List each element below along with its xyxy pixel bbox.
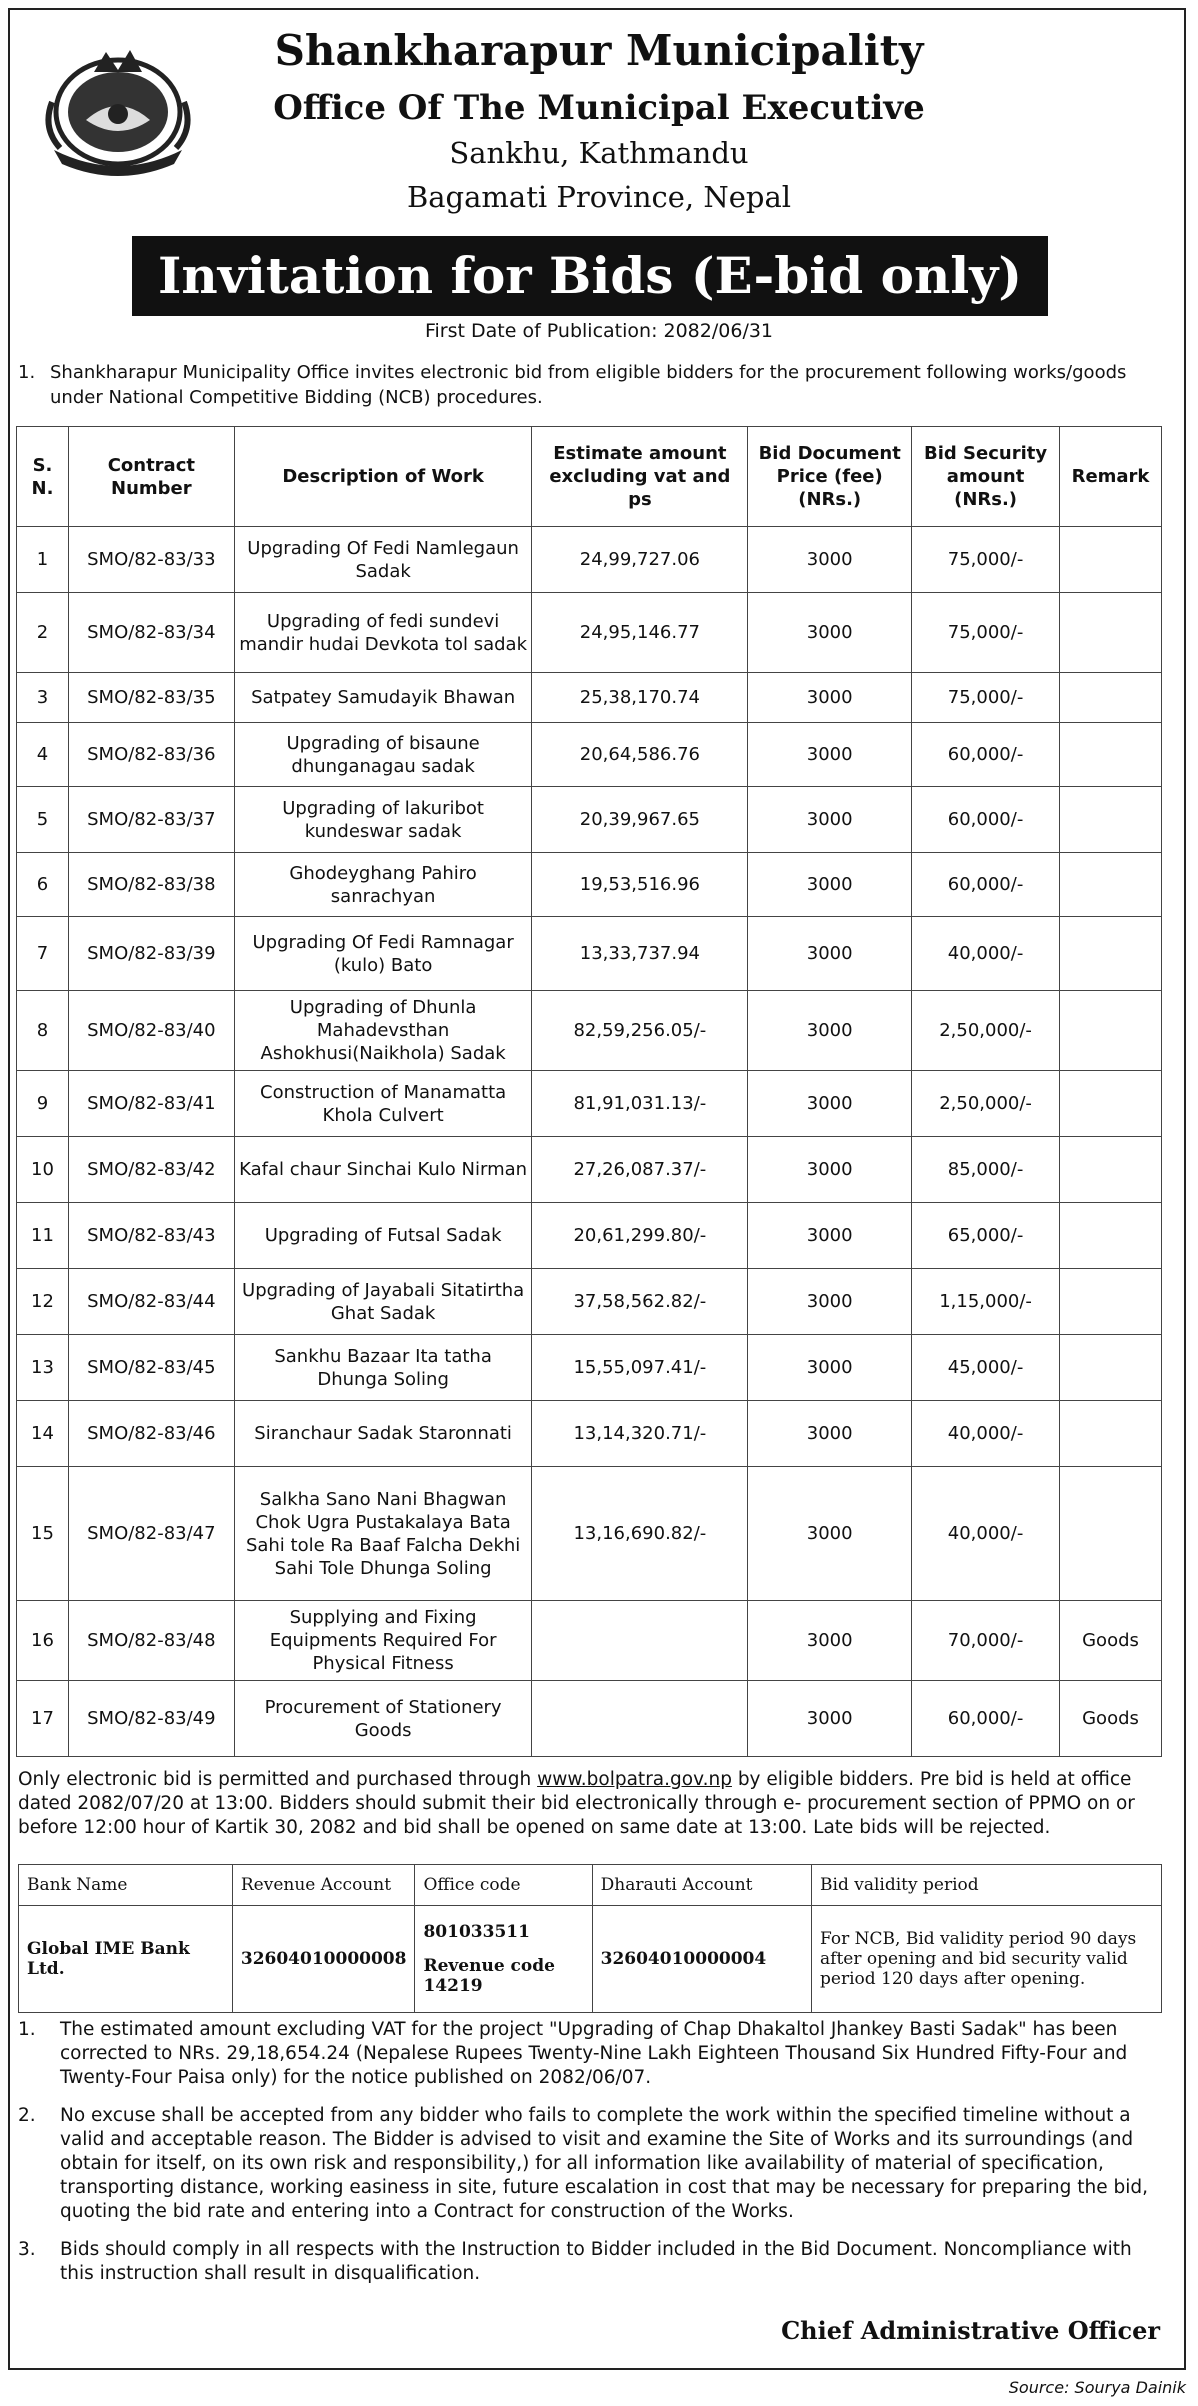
row-estimate: 24,99,727.06: [532, 527, 748, 593]
row-sn: 8: [17, 991, 69, 1071]
row-contract: SMO/82-83/34: [68, 593, 234, 673]
header-estimate: Estimate amount excluding vat and ps: [532, 427, 748, 527]
row-estimate: 81,91,031.13/-: [532, 1071, 748, 1137]
row-remark: [1060, 1335, 1162, 1401]
office-code: 801033511: [423, 1922, 530, 1942]
term-item: [18, 2104, 1166, 2224]
row-security: 60,000/-: [912, 723, 1060, 787]
row-contract: SMO/82-83/46: [68, 1401, 234, 1467]
row-sn: 17: [17, 1681, 69, 1757]
row-sn: 14: [17, 1401, 69, 1467]
table-header-row: [17, 427, 1162, 527]
bank-header-dharauti: Dharauti Account: [592, 1865, 811, 1906]
term-text: No excuse shall be accepted from any bidder who fails to complete the work within the specified timeline without a valid and acceptable reason. The Bidder is advised to visit and examine the Site of Works and its surroundings (and obtain for itself, on its own risk and responsibility,) for all information like availability of material of specification, transporting distance, working easiness in site, future escalation in cost that may be necessary for preparing the bid, quoting the bid rate and entering into a Contract for construction of the Works.: [60, 2105, 1148, 2222]
row-security: 40,000/-: [912, 917, 1060, 991]
row-estimate: 82,59,256.05/-: [532, 991, 748, 1071]
intro-number: 1.: [18, 362, 36, 383]
row-security: 70,000/-: [912, 1601, 1060, 1681]
office-code-cell: [415, 1906, 592, 2013]
row-security: 75,000/-: [912, 593, 1060, 673]
row-contract: SMO/82-83/33: [68, 527, 234, 593]
row-sn: 13: [17, 1335, 69, 1401]
signatory: Chief Administrative Officer: [781, 2316, 1160, 2345]
table-row: [17, 917, 1162, 991]
row-contract: SMO/82-83/44: [68, 1269, 234, 1335]
bids-table: [16, 426, 1162, 1757]
row-estimate: 20,64,586.76: [532, 723, 748, 787]
row-description: Ghodeyghang Pahiro sanrachyan: [234, 853, 532, 917]
row-remark: [1060, 1467, 1162, 1601]
row-contract: SMO/82-83/35: [68, 673, 234, 723]
row-description: Satpatey Samudayik Bhawan: [234, 673, 532, 723]
row-security: 60,000/-: [912, 853, 1060, 917]
source-credit: Source: Sourya Dainik: [1008, 2378, 1186, 2397]
row-fee: 3000: [748, 723, 912, 787]
bank-data-row: [19, 1906, 1162, 2013]
row-sn: 11: [17, 1203, 69, 1269]
address-line-2: Bagamati Province, Nepal: [406, 180, 792, 214]
row-security: 60,000/-: [912, 787, 1060, 853]
submission-note: [18, 1768, 1166, 1840]
bank-header-validity: Bid validity period: [812, 1865, 1162, 1906]
table-row: [17, 1601, 1162, 1681]
row-remark: [1060, 1071, 1162, 1137]
row-sn: 3: [17, 673, 69, 723]
bank-header-revenue: Revenue Account: [232, 1865, 415, 1906]
row-fee: 3000: [748, 1269, 912, 1335]
office-name: Office Of The Municipal Executive: [273, 88, 925, 128]
row-sn: 5: [17, 787, 69, 853]
row-remark: Goods: [1060, 1601, 1162, 1681]
row-description: Siranchaur Sadak Staronnati: [234, 1401, 532, 1467]
row-description: Salkha Sano Nani Bhagwan Chok Ugra Pustakalaya Bata Sahi tole Ra Baaf Falcha Dekhi Sahi Tole Dhunga Soling: [234, 1467, 532, 1601]
row-security: 40,000/-: [912, 1401, 1060, 1467]
bank-header-row: [19, 1865, 1162, 1906]
note-text-after: by eligible bidders. Pre bid is held at office dated 2082/07/20 at 13:00. Bidders should submit their bid electronically through e- procurement section of PPMO on or before 12:00 hour of Kartik 30, 2082 and bid shall be opened on same date at 13:00. Late bids will be rejected.: [18, 1769, 1135, 1838]
row-contract: SMO/82-83/43: [68, 1203, 234, 1269]
row-fee: 3000: [748, 593, 912, 673]
table-row: [17, 1137, 1162, 1203]
term-number: 2.: [18, 2105, 36, 2126]
table-row: [17, 991, 1162, 1071]
header-contract: Contract Number: [68, 427, 234, 527]
row-estimate: 20,39,967.65: [532, 787, 748, 853]
row-security: 75,000/-: [912, 527, 1060, 593]
row-description: Upgrading of Dhunla Mahadevsthan Ashokhusi(Naikhola) Sadak: [234, 991, 532, 1071]
table-row: [17, 1335, 1162, 1401]
intro-paragraph: [18, 360, 1168, 410]
row-sn: 9: [17, 1071, 69, 1137]
row-sn: 6: [17, 853, 69, 917]
revenue-code-label: Revenue code: [423, 1956, 555, 1976]
row-contract: SMO/82-83/39: [68, 917, 234, 991]
row-contract: SMO/82-83/45: [68, 1335, 234, 1401]
row-fee: 3000: [748, 673, 912, 723]
term-text: The estimated amount excluding VAT for the project "Upgrading of Chap Dhakaltol Jhankey Basti Sadak" has been corrected to NRs. 29,18,654.24 (Nepalese Rupees Twenty-Nine Lakh Eighteen Thousand Six Hundred Fifty-Four and Twenty-Four Paisa only) for the notice published on 2082/06/07.: [60, 2019, 1128, 2088]
publication-date: First Date of Publication: 2082/06/31: [424, 320, 774, 342]
intro-text: Shankharapur Municipality Office invites electronic bid from eligible bidders for the procurement following works/goods under National Competitive Bidding (NCB) procedures.: [50, 362, 1127, 408]
bolpatra-link[interactable]: www.bolpatra.gov.np: [537, 1769, 732, 1790]
header-sn: S. N.: [17, 427, 69, 527]
municipality-name: Shankharapur Municipality: [274, 26, 924, 75]
row-estimate: [532, 1601, 748, 1681]
row-remark: [1060, 723, 1162, 787]
row-description: Sankhu Bazaar Ita tatha Dhunga Soling: [234, 1335, 532, 1401]
row-fee: 3000: [748, 1203, 912, 1269]
row-remark: [1060, 1203, 1162, 1269]
row-description: Construction of Manamatta Khola Culvert: [234, 1071, 532, 1137]
row-fee: 3000: [748, 1137, 912, 1203]
row-fee: 3000: [748, 1681, 912, 1757]
header-fee: Bid Document Price (fee) (NRs.): [748, 427, 912, 527]
row-contract: SMO/82-83/49: [68, 1681, 234, 1757]
row-remark: [1060, 593, 1162, 673]
table-row: [17, 723, 1162, 787]
row-security: 65,000/-: [912, 1203, 1060, 1269]
row-remark: [1060, 1401, 1162, 1467]
row-fee: 3000: [748, 1401, 912, 1467]
table-row: [17, 853, 1162, 917]
table-row: [17, 1203, 1162, 1269]
row-security: 1,15,000/-: [912, 1269, 1060, 1335]
row-remark: [1060, 917, 1162, 991]
row-estimate: 20,61,299.80/-: [532, 1203, 748, 1269]
row-fee: 3000: [748, 1467, 912, 1601]
row-security: 2,50,000/-: [912, 991, 1060, 1071]
row-description: Upgrading of Futsal Sadak: [234, 1203, 532, 1269]
row-remark: [1060, 527, 1162, 593]
row-description: Upgrading Of Fedi Namlegaun Sadak: [234, 527, 532, 593]
row-contract: SMO/82-83/42: [68, 1137, 234, 1203]
table-row: [17, 527, 1162, 593]
table-row: [17, 1269, 1162, 1335]
row-description: Upgrading Of Fedi Ramnagar (kulo) Bato: [234, 917, 532, 991]
header-description: Description of Work: [234, 427, 532, 527]
row-remark: [1060, 1269, 1162, 1335]
row-sn: 12: [17, 1269, 69, 1335]
row-description: Kafal chaur Sinchai Kulo Nirman: [234, 1137, 532, 1203]
row-estimate: 27,26,087.37/-: [532, 1137, 748, 1203]
table-row: [17, 673, 1162, 723]
notice-title: Invitation for Bids (E-bid only): [132, 236, 1048, 316]
row-security: 2,50,000/-: [912, 1071, 1060, 1137]
term-item: [18, 2018, 1166, 2090]
table-row: [17, 1071, 1162, 1137]
row-contract: SMO/82-83/48: [68, 1601, 234, 1681]
header-security: Bid Security amount (NRs.): [912, 427, 1060, 527]
table-row: [17, 1467, 1162, 1601]
row-fee: 3000: [748, 917, 912, 991]
row-security: 85,000/-: [912, 1137, 1060, 1203]
row-remark: [1060, 673, 1162, 723]
row-contract: SMO/82-83/41: [68, 1071, 234, 1137]
row-fee: 3000: [748, 1071, 912, 1137]
table-row: [17, 787, 1162, 853]
row-sn: 4: [17, 723, 69, 787]
row-estimate: [532, 1681, 748, 1757]
row-sn: 2: [17, 593, 69, 673]
term-number: 1.: [18, 2019, 36, 2040]
terms-list: [18, 2018, 1166, 2300]
bank-header-office: Office code: [415, 1865, 592, 1906]
row-sn: 1: [17, 527, 69, 593]
row-contract: SMO/82-83/47: [68, 1467, 234, 1601]
row-remark: Goods: [1060, 1681, 1162, 1757]
row-estimate: 13,16,690.82/-: [532, 1467, 748, 1601]
row-fee: 3000: [748, 1601, 912, 1681]
term-item: [18, 2238, 1166, 2286]
bank-table: [18, 1864, 1162, 2013]
dharauti-account: 32604010000004: [592, 1906, 811, 2013]
table-row: [17, 1681, 1162, 1757]
bank-header-name: Bank Name: [19, 1865, 233, 1906]
row-contract: SMO/82-83/37: [68, 787, 234, 853]
row-estimate: 19,53,516.96: [532, 853, 748, 917]
row-contract: SMO/82-83/36: [68, 723, 234, 787]
address-line-1: Sankhu, Kathmandu: [449, 136, 749, 170]
row-security: 45,000/-: [912, 1335, 1060, 1401]
row-remark: [1060, 787, 1162, 853]
row-fee: 3000: [748, 1335, 912, 1401]
row-estimate: 13,14,320.71/-: [532, 1401, 748, 1467]
row-remark: [1060, 991, 1162, 1071]
row-contract: SMO/82-83/38: [68, 853, 234, 917]
row-fee: 3000: [748, 787, 912, 853]
row-description: Upgrading of Jayabali Sitatirtha Ghat Sadak: [234, 1269, 532, 1335]
row-description: Upgrading of fedi sundevi mandir hudai Devkota tol sadak: [234, 593, 532, 673]
row-sn: 15: [17, 1467, 69, 1601]
note-text-before: Only electronic bid is permitted and purchased through: [18, 1769, 538, 1790]
row-security: 60,000/-: [912, 1681, 1060, 1757]
bid-validity: For NCB, Bid validity period 90 days after opening and bid security valid period 120 days after opening.: [812, 1906, 1162, 2013]
term-number: 3.: [18, 2239, 36, 2260]
row-estimate: 24,95,146.77: [532, 593, 748, 673]
row-description: Upgrading of lakuribot kundeswar sadak: [234, 787, 532, 853]
row-sn: 7: [17, 917, 69, 991]
row-estimate: 37,58,562.82/-: [532, 1269, 748, 1335]
row-description: Supplying and Fixing Equipments Required For Physical Fitness: [234, 1601, 532, 1681]
row-sn: 16: [17, 1601, 69, 1681]
row-remark: [1060, 853, 1162, 917]
bank-name: Global IME Bank Ltd.: [19, 1906, 233, 2013]
row-fee: 3000: [748, 991, 912, 1071]
revenue-code: 14219: [423, 1976, 483, 1996]
row-estimate: 13,33,737.94: [532, 917, 748, 991]
row-security: 75,000/-: [912, 673, 1060, 723]
row-contract: SMO/82-83/40: [68, 991, 234, 1071]
row-estimate: 25,38,170.74: [532, 673, 748, 723]
row-fee: 3000: [748, 853, 912, 917]
row-sn: 10: [17, 1137, 69, 1203]
row-security: 40,000/-: [912, 1467, 1060, 1601]
term-text: Bids should comply in all respects with the Instruction to Bidder included in the Bid Document. Noncompliance with this instruction shall result in disqualification.: [60, 2239, 1132, 2284]
row-description: Upgrading of bisaune dhunganagau sadak: [234, 723, 532, 787]
revenue-account: 32604010000008: [232, 1906, 415, 2013]
table-row: [17, 593, 1162, 673]
row-fee: 3000: [748, 527, 912, 593]
row-estimate: 15,55,097.41/-: [532, 1335, 748, 1401]
row-description: Procurement of Stationery Goods: [234, 1681, 532, 1757]
row-remark: [1060, 1137, 1162, 1203]
table-row: [17, 1401, 1162, 1467]
header-remark: Remark: [1060, 427, 1162, 527]
